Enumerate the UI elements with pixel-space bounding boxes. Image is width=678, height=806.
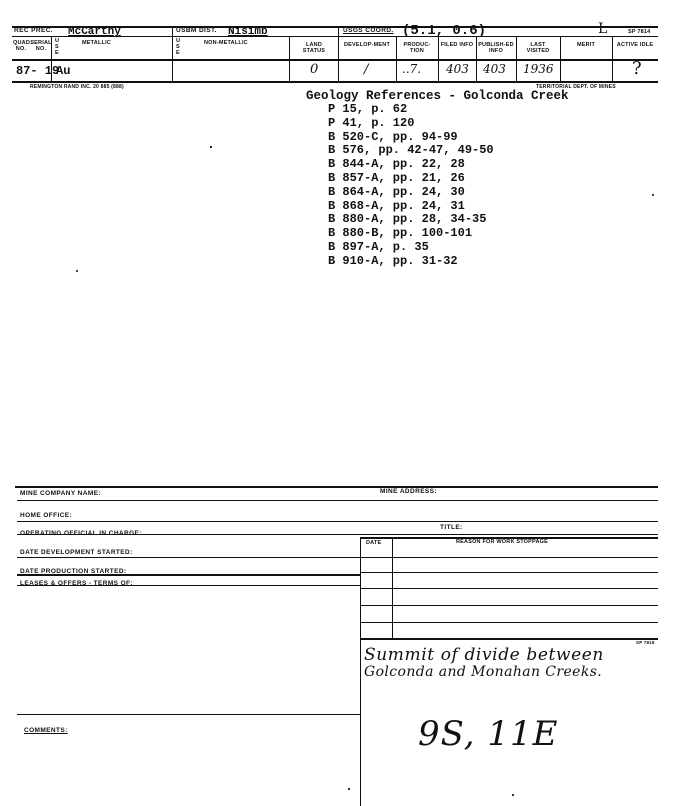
mine-address-label: MINE ADDRESS: <box>380 488 437 495</box>
form-rule <box>17 585 360 586</box>
home-office-label: HOME OFFICE: <box>20 512 73 519</box>
col-rule <box>289 36 290 81</box>
reference-item: B 857-A, pp. 21, 26 <box>328 170 465 185</box>
reference-item: B 868-A, pp. 24, 31 <box>328 198 465 213</box>
rec-prec-label: REC PREC. <box>14 27 53 34</box>
header-row-bottom <box>12 59 658 61</box>
record-land-status: 0 <box>310 62 319 77</box>
col-merit: MERIT <box>576 42 596 48</box>
note-line-1: Summit of divide between <box>364 645 604 665</box>
speck <box>652 194 654 196</box>
dev-started-label: DATE DEVELOPMENT STARTED: <box>20 549 133 556</box>
col-development: DEVELOP-MENT <box>343 42 391 48</box>
usbm-dist-value: Nisimb <box>228 26 268 38</box>
record-published-info: 403 <box>483 62 506 76</box>
record-metallic: Au <box>56 64 71 78</box>
reference-item: B 520-C, pp. 94-99 <box>328 129 458 144</box>
form-rule <box>17 557 658 558</box>
col-metallic: METALLIC <box>82 40 111 46</box>
usgs-coord-value: (5.1, 0.6) <box>402 23 487 39</box>
col-rule <box>396 36 397 81</box>
header-row-top <box>12 36 658 37</box>
reference-item: B 576, pp. 42-47, 49-50 <box>328 143 494 158</box>
stoppage-row-rule <box>360 588 658 589</box>
usgs-coord-label: USGS COORD. <box>343 27 394 34</box>
speck <box>348 788 350 790</box>
col-active-idle: ACTIVE IDLE <box>616 42 654 48</box>
header-divider <box>338 26 339 36</box>
form-number: SP 7814 <box>628 29 651 35</box>
references-list <box>328 103 494 269</box>
col-rule <box>172 36 173 81</box>
speck <box>512 794 514 796</box>
col-rule <box>476 36 477 81</box>
corner-mark: L <box>598 21 608 37</box>
comments-label: COMMENTS: <box>24 727 68 734</box>
record-filed-info: 403 <box>446 62 469 76</box>
reason-column-label: REASON FOR WORK STOPPAGE <box>456 539 548 545</box>
form-rule <box>17 521 658 522</box>
record-production: ..7. <box>402 62 422 76</box>
col-rule <box>516 36 517 81</box>
record-last-visited: 1936 <box>523 62 554 76</box>
record-active-idle: ? <box>632 58 642 79</box>
rec-prec-value: McCarthy <box>68 26 121 38</box>
reference-item: P 41, p. 120 <box>328 115 415 130</box>
operating-official-label: OPERATING OFFICIAL IN CHARGE: <box>20 530 142 537</box>
col-filed-info: FILED INFO <box>440 42 474 48</box>
form-top-rule <box>15 486 658 488</box>
col-rule <box>612 36 613 81</box>
references-title: Geology References - Golconda Creek <box>306 89 569 103</box>
col-non-metallic: NON-METALLIC <box>204 40 248 46</box>
record-development: / <box>364 62 369 77</box>
territorial-imprint: TERRITORIAL DEPT. OF MINES <box>536 84 616 90</box>
col-rule <box>560 36 561 81</box>
stoppage-row-rule <box>360 622 658 623</box>
col-production: PRODUC-TION <box>403 42 431 54</box>
reference-item: B 880-A, pp. 28, 34-35 <box>328 212 487 227</box>
title-label: TITLE: <box>440 524 463 531</box>
col-land-status: LAND STATUS <box>302 42 326 54</box>
speck <box>210 146 212 148</box>
col-published-info: PUBLISH-ED INFO <box>478 42 514 54</box>
col-serial-no: SERIAL NO. <box>30 40 52 52</box>
col-use-code: U S E <box>55 38 60 56</box>
location-note: 9S, 11E <box>418 714 559 754</box>
reference-item: B 844-A, pp. 22, 28 <box>328 157 465 172</box>
stoppage-date-rule <box>392 537 393 638</box>
note-line-2: Golconda and Monahan Creeks. <box>364 664 603 680</box>
record-quad-serial: 87- 19 <box>16 64 60 78</box>
header-divider <box>172 26 173 36</box>
prod-started-label: DATE PRODUCTION STARTED: <box>20 568 127 575</box>
col-rule <box>338 36 339 81</box>
form-number-2: SP 7818 <box>636 640 655 645</box>
reference-item: P 15, p. 62 <box>328 102 408 116</box>
col-last-visited: LAST VISITED <box>526 42 550 54</box>
leases-label: LEASES & OFFERS - TERMS OF: <box>20 580 133 587</box>
reference-item: B 897-A, p. 35 <box>328 239 429 254</box>
stoppage-left-rule <box>360 537 361 806</box>
speck <box>76 270 78 272</box>
stoppage-row-rule <box>360 605 658 606</box>
col-rule <box>438 36 439 81</box>
reference-item: B 864-A, pp. 24, 30 <box>328 184 465 199</box>
reference-item: B 880-B, pp. 100-101 <box>328 226 473 241</box>
comments-top-rule <box>17 714 360 715</box>
col-use-code-2: U S E <box>176 38 181 56</box>
date-column-label: DATE <box>366 540 382 546</box>
form-rule <box>17 574 360 576</box>
col-quad-no: QUAD. NO. <box>13 40 32 52</box>
mine-company-name-label: MINE COMPANY NAME: <box>20 490 101 497</box>
reference-item: B 910-A, pp. 31-32 <box>328 253 458 268</box>
record-row-bottom <box>12 81 658 83</box>
form-rule <box>17 500 658 501</box>
usbm-dist-label: USBM DIST. <box>176 27 217 34</box>
printer-imprint: REMINGTON RAND INC. 20 885 (888) <box>30 84 124 90</box>
stoppage-row-rule <box>360 572 658 573</box>
form-rule <box>17 534 658 535</box>
stoppage-bottom-rule <box>360 638 658 640</box>
